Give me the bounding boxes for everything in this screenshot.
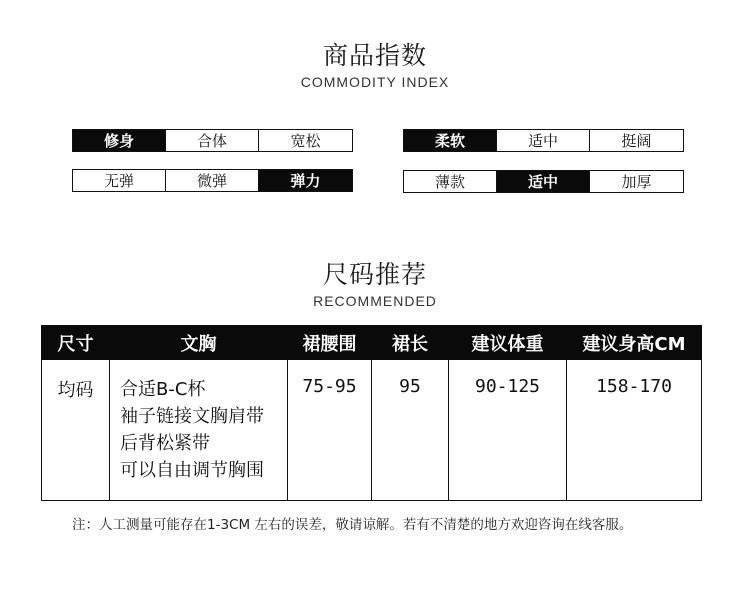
elasticity-none: 无弹 <box>73 170 166 191</box>
header-size: 尺寸 <box>42 326 110 360</box>
elasticity-index-row <box>72 169 353 192</box>
elasticity-slight: 微弹 <box>166 170 259 191</box>
cell-bra <box>110 360 288 501</box>
recommended-title-cn: 尺码推荐 <box>322 260 427 289</box>
cell-waist: 75-95 <box>288 360 372 501</box>
commodity-title-cn: 商品指数 <box>322 41 427 70</box>
size-table <box>41 325 702 501</box>
softness-stiff: 挺阔 <box>590 130 683 151</box>
thickness-index-row <box>403 170 684 193</box>
recommended-title-en: RECOMMENDED <box>313 293 437 309</box>
header-bra: 文胸 <box>110 326 288 360</box>
commodity-title-en: COMMODITY INDEX <box>300 74 450 90</box>
bra-line: 袖子链接文胸肩带 <box>120 406 264 427</box>
softness-soft: 柔软 <box>404 130 497 151</box>
measurement-note: 注：人工测量可能存在1-3CM 左右的误差，敬请谅解。若有不清楚的地方欢迎咨询在线客服。 <box>72 517 633 533</box>
softness-index-row <box>403 129 684 152</box>
thickness-thick: 加厚 <box>590 171 683 192</box>
fit-index-row <box>72 129 353 152</box>
header-height: 建议身高CM <box>567 326 702 360</box>
table-row <box>42 360 702 501</box>
commodity-index-heading <box>0 36 750 90</box>
fit-loose: 宽松 <box>259 130 352 151</box>
bra-line: 可以自由调节胸围 <box>120 460 264 481</box>
cell-weight: 90-125 <box>449 360 567 501</box>
header-weight: 建议体重 <box>449 326 567 360</box>
cell-height: 158-170 <box>567 360 702 501</box>
softness-medium: 适中 <box>497 130 590 151</box>
thickness-thin: 薄款 <box>404 171 497 192</box>
cell-length: 95 <box>372 360 449 501</box>
header-waist: 裙腰围 <box>288 326 372 360</box>
size-table-header <box>42 326 702 360</box>
bra-line: 合适B-C杯 <box>120 379 206 400</box>
thickness-medium: 适中 <box>497 171 590 192</box>
cell-size: 均码 <box>42 360 110 501</box>
recommended-heading <box>0 255 750 309</box>
fit-slim: 修身 <box>73 130 166 151</box>
bra-line: 后背松紧带 <box>120 433 210 454</box>
header-length: 裙长 <box>372 326 449 360</box>
elasticity-stretch: 弹力 <box>259 170 352 191</box>
fit-regular: 合体 <box>166 130 259 151</box>
